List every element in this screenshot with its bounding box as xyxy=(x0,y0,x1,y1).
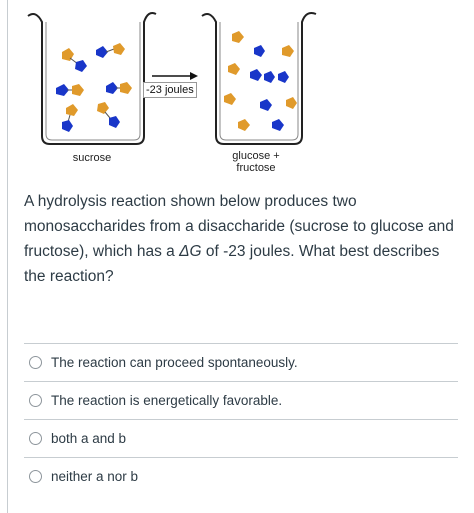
delta-g-symbol: ΔG xyxy=(179,243,202,260)
sucrose-molecule xyxy=(56,84,84,96)
answer-option-d[interactable] xyxy=(24,457,458,495)
answer-option-b[interactable] xyxy=(24,381,458,419)
fructose-molecule xyxy=(224,93,236,105)
question-text-part1: A hydrolysis reaction shown below produces two monosaccharides from a disaccharide (sucrose to glucose and fructose), which has a xyxy=(24,193,454,260)
answer-label: The reaction can proceed spontaneously. xyxy=(51,355,298,370)
glucose-molecule xyxy=(254,45,265,57)
sucrose-molecule xyxy=(62,48,87,72)
left-beaker-inner xyxy=(46,22,140,140)
reaction-figure xyxy=(24,4,344,184)
radio-button[interactable] xyxy=(29,432,42,445)
glucose-molecule xyxy=(250,69,262,81)
fructose-molecule xyxy=(228,63,240,75)
fructose-molecule xyxy=(282,45,294,57)
left-border xyxy=(7,0,8,513)
question-text xyxy=(24,189,458,289)
answer-label: both a and b xyxy=(51,431,127,446)
sucrose-label: sucrose xyxy=(72,152,112,164)
fructose-molecule xyxy=(286,97,297,109)
sucrose-molecule xyxy=(106,82,132,94)
fructose-molecule xyxy=(232,31,244,43)
radio-button[interactable] xyxy=(29,470,42,483)
answer-list xyxy=(24,343,458,495)
sucrose-molecule xyxy=(97,102,120,128)
energy-label: -23 joules xyxy=(143,82,197,98)
answer-label: neither a nor b xyxy=(51,469,139,484)
glucose-molecule xyxy=(278,71,289,83)
left-beaker xyxy=(28,13,156,144)
sucrose-molecule xyxy=(96,43,125,58)
answer-label: The reaction is energetically favorable. xyxy=(51,393,283,408)
answer-option-c[interactable] xyxy=(24,419,458,457)
sucrose-molecule xyxy=(62,104,78,132)
question-text-part2: of -23 joules. What best describes the reaction? xyxy=(24,243,440,285)
products-label-line2: fructose xyxy=(236,162,276,174)
glucose-molecule xyxy=(260,99,272,111)
answer-option-a[interactable] xyxy=(24,343,458,381)
glucose-molecule xyxy=(272,119,284,131)
products-label-line1: glucose + xyxy=(232,150,280,162)
products-label xyxy=(220,150,292,174)
reaction-arrow-head xyxy=(190,72,198,80)
radio-button[interactable] xyxy=(29,394,42,407)
fructose-molecule xyxy=(238,119,250,131)
radio-button[interactable] xyxy=(29,356,42,369)
glucose-molecule xyxy=(264,71,275,83)
